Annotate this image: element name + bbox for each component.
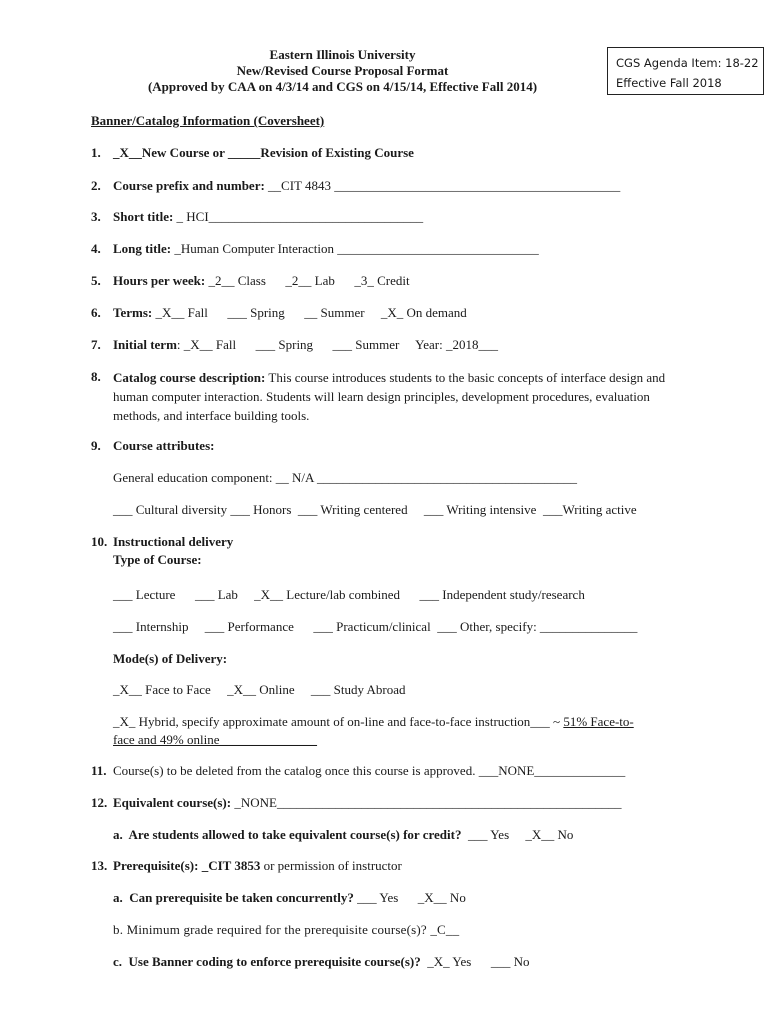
field-label: Terms: [113,305,153,320]
item-number: 10. [91,534,108,549]
type-of-course-row-2: ___ Internship ___ Performance ___ Practicum/clinical ___ Other, specify: _______________ [113,619,638,634]
field-value: _X__ Fall ___ Spring __ Summer _X_ On demand [152,305,467,320]
approval-note: (Approved by CAA on 4/3/14 and CGS on 4/15/14, Effective Fall 2014) [147,79,538,94]
field-label: Short title: [113,209,174,224]
minimum-grade: b. Minimum grade required for the prerequisite course(s)? _C__ [113,922,460,937]
field-label: Course prefix and number: [113,178,265,193]
concurrent-answer: ___ Yes _X__ No [353,890,466,905]
university-name: Eastern Illinois University [269,47,416,62]
field-label: Catalog course description: [113,370,266,385]
field-value: _Human Computer Interaction _______________________________ [171,241,539,256]
field-value: _NONE_____________________________________________________ [231,795,622,810]
section-title: Banner/Catalog Information (Coversheet) [91,113,325,128]
field-value: _ HCI_________________________________ [173,209,424,224]
field-value: This course introduces students to the basic concepts of interface design and human computer interaction. Students will learn design principles, development procedures, evaluation methods, and interface building tools. [113,370,666,423]
item-number: 1. [91,145,101,160]
item-number: 12. [91,795,108,810]
form-title: New/Revised Course Proposal Format [236,63,449,78]
agenda-item-number: CGS Agenda Item: 18-22 [616,56,759,70]
item-number: 8. [91,369,101,384]
hybrid-split-start: 51% Face-to- [563,714,634,729]
item-number: 2. [91,178,101,193]
item-number: 11. [91,763,107,778]
delivery-mode-label: Mode(s) of Delivery: [113,651,228,666]
document-header [85,47,600,95]
field-value: : _X__ Fall ___ Spring ___ Summer Year: _2018___ [176,337,498,352]
type-of-course-label: Type of Course: [113,552,202,567]
agenda-item-box [607,47,764,95]
prerequisite-alternative: or permission of instructor [260,858,402,873]
equivalent-credit-question: a. Are students allowed to take equivalent course(s) for credit? [113,827,462,842]
item-number: 3. [91,209,101,224]
field-value: __CIT 4843 ____________________________________________ [264,178,621,193]
item-number: 4. [91,241,101,256]
banner-coding-answer: _X_ Yes ___ No [420,954,530,969]
field-value: Course(s) to be deleted from the catalog once this course is approved. ___NONE______________ [113,763,626,778]
gen-ed-component: General education component: __ N/A ________________________________________ [113,470,577,485]
item-number: 7. [91,337,101,352]
item-number: 13. [91,858,108,873]
item-number: 5. [91,273,101,288]
item-number: 9. [91,438,101,453]
hybrid-description: _X_ Hybrid, specify approximate amount of on-line and face-to-face instruction___ ~ [113,714,564,729]
course-type-text: _X__New Course or _____Revision of Existing Course [113,145,414,160]
field-label: Instructional delivery [113,534,234,549]
field-label: Long title: [113,241,172,256]
hybrid-line-1 [113,713,634,731]
equivalent-credit-answer: ___ Yes _X__ No [461,827,574,842]
concurrent-question: a. Can prerequisite be taken concurrently? [113,890,354,905]
prerequisite-course: _CIT 3853 [198,858,261,873]
field-value: _2__ Class _2__ Lab _3_ Credit [205,273,410,288]
agenda-effective-term: Effective Fall 2018 [616,76,722,90]
hybrid-line-2: face and 49% online_______________ [113,732,317,747]
field-label: Course attributes: [113,438,215,453]
banner-coding-question: c. Use Banner coding to enforce prerequisite course(s)? [113,954,421,969]
type-of-course-row-1: ___ Lecture ___ Lab _X__ Lecture/lab combined ___ Independent study/research [113,587,585,602]
field-label: Hours per week: [113,273,206,288]
attribute-options: ___ Cultural diversity ___ Honors ___ Writing centered ___ Writing intensive ___Writing active [113,502,637,517]
item-number: 6. [91,305,101,320]
delivery-mode-row: _X__ Face to Face _X__ Online ___ Study Abroad [113,682,406,697]
field-label: Initial term [113,337,177,352]
field-label: Equivalent course(s): [113,795,232,810]
field-label: Prerequisite(s): [113,858,199,873]
